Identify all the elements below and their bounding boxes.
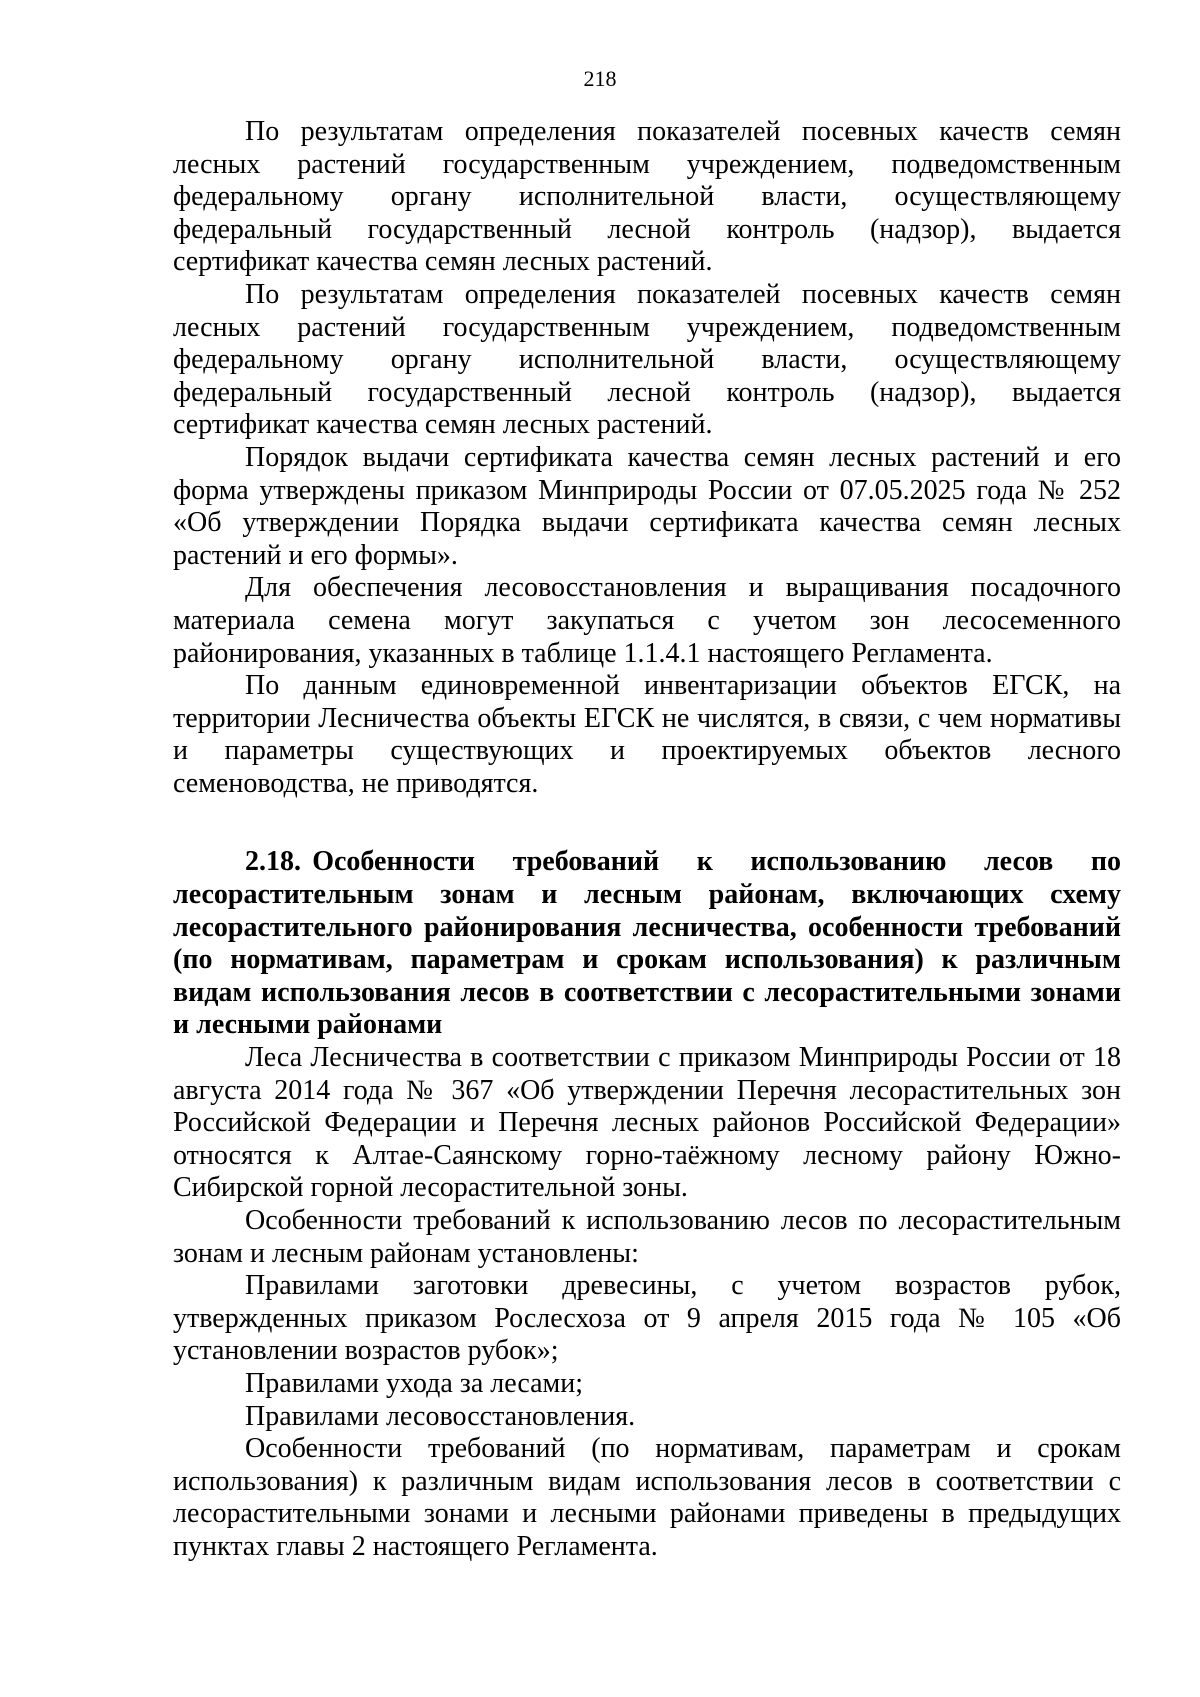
paragraph: Особенности требований к использованию лесов по лесорастительным зонам и лесным районам установлены: [173,1205,1121,1269]
paragraph: Особенности требований (по нормативам, параметрам и срокам использования) к различным видам использования лесов в соответствии с лесорастительными зонами и лесными районами приведены в предыдущих пунктах главы 2 настоящего Регламента. [173,1433,1121,1562]
paragraph: Леса Лесничества в соответствии с приказом Минприроды России от 18 августа 2014 года № 367 «Об утверждении Перечня лесорастительных зон Российской Федерации и Перечня лесных районов Российской Федерации» относятся к Алтае-Саянскому горно-таёжному лесному району Южно-Сибирской горной лесорастительной зоны. [173,1042,1121,1204]
paragraph: Для обеспечения лесовосстановления и выращивания посадочного материала семена могут закупаться с учетом зон лесосеменного районирования, указанных в таблице 1.1.4.1 настоящего Регламента. [173,572,1121,669]
page-content [173,116,1121,1564]
paragraph: По результатам определения показателей посевных качеств семян лесных растений государственным учреждением, подведомственным федеральному органу исполнительной власти, осуществляющему федеральный государственный лесной контроль (надзор), выдается сертификат качества семян лесных растений. [173,278,1121,441]
page-number: 218 [583,66,617,91]
paragraph: Правилами заготовки древесины, с учетом возрастов рубок, утвержденных приказом Рослесхоза от 9 апреля 2015 года № 105 «Об установлении возрастов рубок»; [173,1270,1121,1367]
section-title: Особенности требований к использованию лесов по лесорастительным зонам и лесным районам, включающих схему лесорастительного районирования лесничества, особенности требований (по нормативам, параметрам и срокам использования) к различным видам использования лесов в соответствии с лесорастительными зонами и лесными районами [173,846,1121,1041]
list-item: Правилами ухода за лесами; [245,1367,584,1399]
paragraph: По данным единовременной инвентаризации объектов ЕГСК, на территории Лесничества объекты ЕГСК не числятся, в связи, с чем нормативы и параметры существующих и проектируемых объектов лесного семеноводства, не приводятся. [173,670,1121,799]
paragraph: Порядок выдачи сертификата качества семян лесных растений и его форма утверждены приказом Минприроды России от 07.05.2025 года № 252 «Об утверждении Порядка выдачи сертификата качества семян лесных растений и его формы». [173,441,1121,571]
paragraph: По результатам определения показателей посевных качеств семян лесных растений государственным учреждением, подведомственным федеральному органу исполнительной власти, осуществляющему федеральный государственный лесной контроль (надзор), выдается сертификат качества семян лесных растений. [173,116,1121,278]
section-heading [173,846,1121,1042]
section-number: 2.18. [245,846,301,878]
list-item: Правилами лесовосстановления. [245,1400,636,1432]
